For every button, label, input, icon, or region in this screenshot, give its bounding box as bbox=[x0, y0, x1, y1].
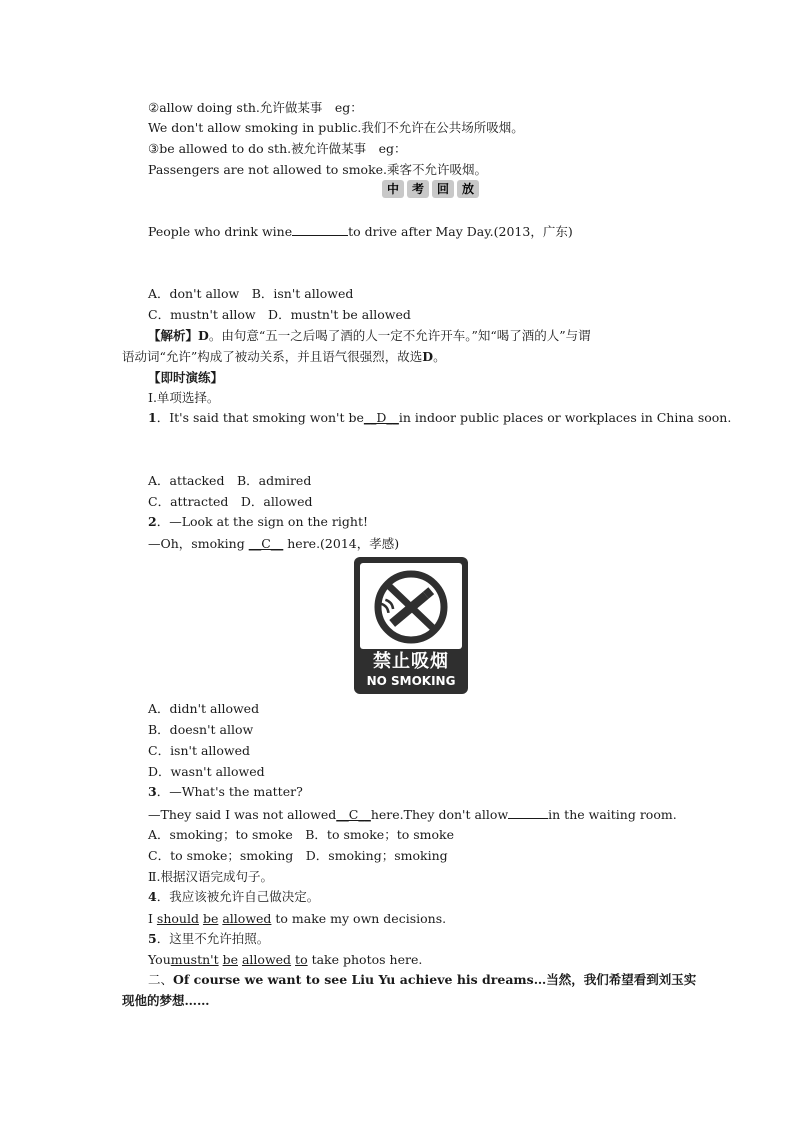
option-line: A．attacked B．admired bbox=[148, 473, 312, 488]
question-1: 1．It's said that smoking won't be__D__in indoor public places or workplaces in China soon. bbox=[148, 410, 732, 425]
question-4: 4．我应该被允许自己做决定。 bbox=[148, 889, 320, 904]
example-sentence: We don't allow smoking in public.我们不允许在公共场所吸烟。 bbox=[148, 120, 524, 135]
analysis-line: 语动词“允许”构成了被动关系，并且语气很强烈，故选D。 bbox=[122, 349, 446, 364]
answer: mustn't bbox=[170, 952, 219, 967]
question-4-answer: I should be allowed to make my own decisions. bbox=[148, 911, 447, 926]
part-heading: Ⅰ.单项选择。 bbox=[148, 390, 220, 405]
answer: __C__ bbox=[248, 536, 284, 551]
sign-english-text: NO SMOKING bbox=[366, 674, 456, 688]
no-smoking-sign bbox=[354, 557, 468, 694]
answer-blank bbox=[508, 806, 548, 819]
sign-chinese-text: 禁止吸烟 bbox=[373, 651, 449, 672]
text-line: ②allow doing sth.允许做某事 eg： bbox=[148, 100, 363, 115]
answer: __D__ bbox=[363, 410, 399, 425]
question-5-answer: Youmustn't be allowed to take photos here. bbox=[148, 952, 423, 967]
practice-heading: 【即时演练】 bbox=[148, 370, 224, 385]
part-heading: Ⅱ.根据汉语完成句子。 bbox=[148, 869, 273, 884]
option-line: D．wasn't allowed bbox=[148, 764, 265, 779]
exam-question: People who drink wine to drive after May Day.(2013，广东) bbox=[148, 224, 573, 239]
section-banner bbox=[382, 180, 479, 198]
answer: should bbox=[156, 911, 199, 926]
banner-char: 回 bbox=[432, 180, 454, 198]
example-sentence: Passengers are not allowed to smoke.乘客不允许吸烟。 bbox=[148, 162, 488, 177]
no-smoking-icon bbox=[366, 561, 456, 651]
banner-char: 放 bbox=[457, 180, 479, 198]
answer: to bbox=[295, 952, 308, 967]
question-3-line2: —They said I was not allowed__C__here.They don't allow in the waiting room. bbox=[148, 807, 677, 822]
question-2-line2: —Oh，smoking __C__ here.(2014，孝感) bbox=[148, 536, 400, 551]
section-heading-cont: 现他的梦想…… bbox=[122, 993, 210, 1008]
option-line: B．doesn't allow bbox=[148, 722, 254, 737]
option-line: A．smoking；to smoke B．to smoke；to smoke bbox=[148, 827, 454, 842]
answer: allowed bbox=[222, 911, 272, 926]
banner-char: 考 bbox=[407, 180, 429, 198]
option-line: C．mustn't allow D．mustn't be allowed bbox=[148, 307, 411, 322]
question-5: 5．这里不允许拍照。 bbox=[148, 931, 270, 946]
analysis-line: 【解析】D。由句意“五一之后喝了酒的人一定不允许开车。”知“喝了酒的人”与谓 bbox=[148, 328, 591, 343]
section-heading: 二、Of course we want to see Liu Yu achieve his dreams…当然，我们希望看到刘玉实 bbox=[148, 972, 697, 987]
answer: __C__ bbox=[336, 807, 371, 822]
option-line: A．don't allow B．isn't allowed bbox=[148, 286, 354, 301]
option-line: C．to smoke；smoking D．smoking；smoking bbox=[148, 848, 448, 863]
option-line: C．attracted D．allowed bbox=[148, 494, 313, 509]
question-2: 2．—Look at the sign on the right! bbox=[148, 514, 369, 529]
option-line: A．didn't allowed bbox=[148, 701, 260, 716]
text-line: ③be allowed to do sth.被允许做某事 eg： bbox=[148, 141, 407, 156]
answer: be bbox=[222, 952, 238, 967]
question-3: 3．—What's the matter? bbox=[148, 784, 303, 799]
answer-blank bbox=[292, 223, 348, 236]
banner-char: 中 bbox=[382, 180, 404, 198]
answer: allowed bbox=[241, 952, 292, 967]
option-line: C．isn't allowed bbox=[148, 743, 251, 758]
answer: be bbox=[202, 911, 219, 926]
